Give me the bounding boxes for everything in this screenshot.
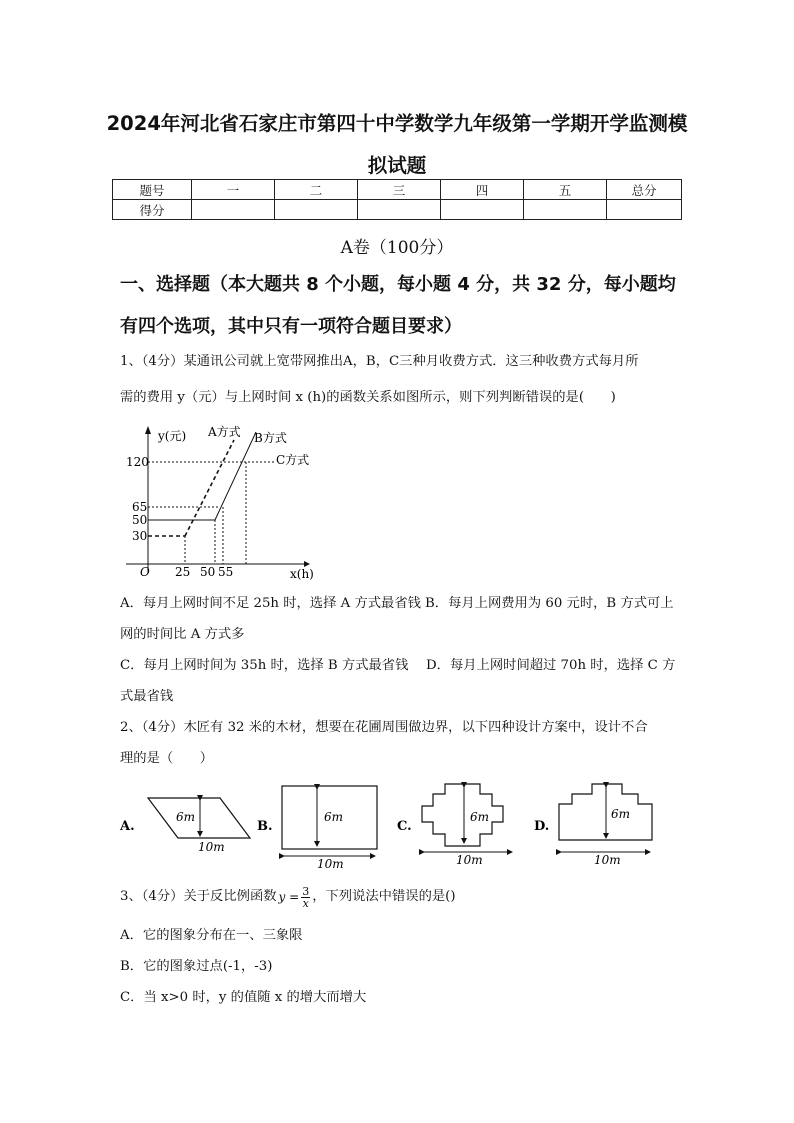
- origin-label: O: [140, 565, 150, 579]
- q1-stem-line1: 1、（4分）某通讯公司就上宽带网推出A，B，C三种月收费方式．这三种收费方式每月所: [120, 354, 639, 369]
- line-a-slope: [185, 440, 234, 536]
- q2-figure-a-width: 10m: [198, 840, 225, 854]
- q1-option-d[interactable]: [426, 659, 675, 672]
- q2-figure-d[interactable]: [534, 784, 652, 867]
- score-input-2[interactable]: [275, 200, 358, 220]
- q3-stem-after: ，下列说法中错误的是(): [312, 889, 456, 905]
- q3-stem: [120, 884, 682, 910]
- section1-heading-line2: 有四个选项，其中只有一项符合题目要求）: [120, 316, 462, 337]
- q1-stem-line2: 需的费用 y（元）与上网时间 x (h)的函数关系如图所示，则下列判断错误的是( ): [120, 390, 616, 405]
- q1-option-d-cont: 式最省钱: [120, 689, 174, 704]
- q2-figures: [112, 780, 672, 872]
- q3-fraction-denominator: x: [302, 896, 309, 910]
- label-c-method: C方式: [276, 453, 310, 467]
- q3-option-c-text: C．当 x>0 时，y 的值随 x 的增大而增大: [120, 990, 367, 1005]
- y-tick-120: 120: [126, 455, 149, 469]
- label-a-method: A方式: [208, 425, 241, 439]
- score-cell-total: 总分: [607, 180, 682, 200]
- q2-figure-c-label: C.: [397, 819, 412, 834]
- q3-fn-y: y =: [278, 890, 300, 904]
- x-tick-55: 55: [218, 565, 234, 579]
- score-cell-section3: 三: [358, 180, 441, 200]
- line-b-slope: [215, 432, 256, 520]
- q1-option-c-text: C．每月上网时间为 35h 时，选择 B 方式最省钱: [120, 658, 409, 673]
- cross-step-shape: [422, 784, 503, 846]
- x-tick-25: 25: [175, 565, 191, 579]
- y-axis-arrow-icon: [145, 426, 151, 434]
- q2-figure-a-height: 6m: [176, 810, 196, 824]
- q1-function-graph: [118, 420, 328, 585]
- score-row-label: 得分: [113, 200, 192, 220]
- q2-figure-a[interactable]: [119, 798, 250, 854]
- score-input-3[interactable]: [358, 200, 441, 220]
- q1-option-b-cont: 网的时间比 A 方式多: [120, 627, 245, 642]
- y-axis-label: y(元): [158, 429, 187, 443]
- q3-option-b[interactable]: [120, 960, 272, 973]
- q3-option-c[interactable]: [120, 991, 366, 1004]
- exam-title-line2: 拟试题: [367, 154, 427, 177]
- q2-figure-d-label: D.: [534, 819, 550, 834]
- score-cell-section2: 二: [275, 180, 358, 200]
- y-tick-65: 65: [132, 500, 148, 514]
- score-cell-label: 题号: [113, 180, 192, 200]
- q2-figure-c[interactable]: [397, 784, 512, 867]
- q1-option-d-text: D．每月上网时间超过 70h 时，选择 C 方: [426, 658, 676, 673]
- q3-option-b-text: B．它的图象过点(-1，-3): [120, 959, 273, 974]
- q3-fraction-numerator: 3: [302, 884, 310, 898]
- label-b-method: B方式: [254, 431, 287, 445]
- q2-stem-line2: 理的是（ ）: [120, 751, 214, 766]
- volume-heading: A卷（100分）: [340, 238, 454, 258]
- q3-option-a-text: A．它的图象分布在一、三象限: [120, 928, 303, 943]
- q1-option-b[interactable]: [425, 597, 674, 610]
- q2-stem-line1: 2、（4分）木匠有 32 米的木材，想要在花圃周围做边界，以下四种设计方案中，设计不合: [120, 720, 648, 735]
- section1-heading-line1: 一、选择题（本大题共 8 个小题，每小题 4 分，共 32 分，每小题均: [120, 274, 676, 295]
- q2-figure-c-width: 10m: [456, 853, 483, 867]
- score-table: [112, 179, 682, 220]
- score-cell-section5: 五: [524, 180, 607, 200]
- q2-figure-c-height: 6m: [470, 810, 490, 824]
- y-tick-30: 30: [132, 529, 148, 543]
- q1-option-b-text: B．每月上网费用为 60 元时，B 方式可上: [425, 596, 674, 611]
- q2-figure-b-width: 10m: [317, 857, 344, 871]
- parallelogram-shape: [148, 798, 250, 838]
- q2-figure-d-width: 10m: [594, 853, 621, 867]
- q3-fraction: [301, 886, 310, 909]
- score-table-header-row: [113, 180, 682, 200]
- score-input-total[interactable]: [607, 200, 682, 220]
- exam-title-line1: 2024年河北省石家庄市第四十中学数学九年级第一学期开学监测模: [106, 112, 688, 135]
- q2-figure-d-height: 6m: [611, 807, 631, 821]
- x-tick-50: 50: [200, 565, 216, 579]
- q3-stem-before: 3、（4分）关于反比例函数: [120, 889, 277, 905]
- score-cell-section1: 一: [192, 180, 275, 200]
- score-input-4[interactable]: [441, 200, 524, 220]
- q2-figure-b-label: B.: [257, 819, 273, 834]
- q2-figure-b-height: 6m: [324, 810, 344, 824]
- score-input-1[interactable]: [192, 200, 275, 220]
- q2-figure-a-label: A.: [120, 819, 135, 834]
- x-axis-label: x(h): [290, 567, 314, 581]
- q2-figure-b[interactable]: [257, 786, 377, 871]
- q1-option-c[interactable]: [120, 659, 408, 672]
- q3-option-a[interactable]: [120, 929, 302, 942]
- score-input-5[interactable]: [524, 200, 607, 220]
- q1-option-a-text: A．每月上网时间不足 25h 时，选择 A 方式最省钱: [120, 596, 421, 611]
- y-tick-50: 50: [132, 513, 148, 527]
- score-table-score-row: [113, 200, 682, 220]
- score-cell-section4: 四: [441, 180, 524, 200]
- q1-option-a[interactable]: [120, 597, 421, 610]
